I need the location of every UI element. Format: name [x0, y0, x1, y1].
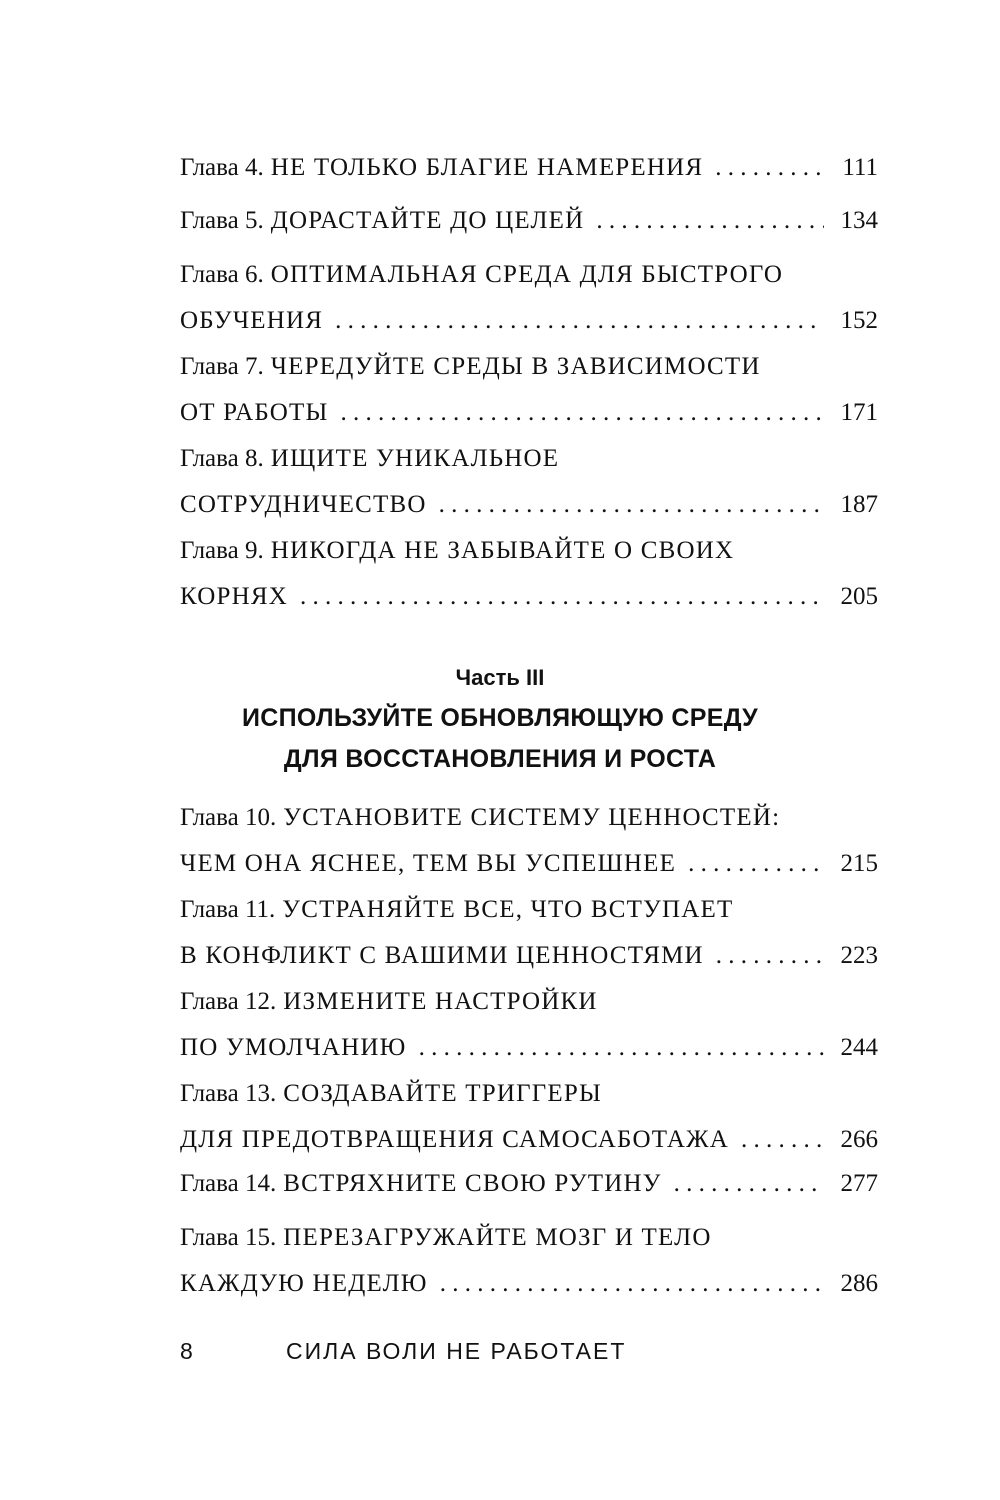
toc-entry-chapter-4 — [180, 145, 878, 191]
dot-leader — [340, 390, 824, 436]
toc-entry-chapter-14 — [180, 1161, 878, 1207]
toc-line — [180, 1071, 878, 1117]
chapter-number: Глава 10. — [180, 804, 277, 831]
page-number: 111 — [842, 154, 878, 181]
toc-line — [180, 933, 878, 979]
page-number: 215 — [840, 850, 878, 877]
chapter-title: СОЗДАВАЙТЕ ТРИГГЕРЫ — [283, 1080, 602, 1107]
footer-book-title: СИЛА ВОЛИ НЕ РАБОТАЕТ — [286, 1338, 627, 1364]
chapter-number: Глава 4. — [180, 154, 264, 181]
part-title-line-2: ДЛЯ ВОССТАНОВЛЕНИЯ И РОСТА — [283, 745, 717, 773]
chapter-title: ЧЕРЕДУЙТЕ СРЕДЫ В ЗАВИСИМОСТИ — [270, 353, 761, 380]
page-number: 205 — [840, 583, 878, 610]
page-number: 277 — [840, 1170, 878, 1197]
part-label: Часть III — [455, 665, 545, 690]
chapter-number: Глава 11. — [180, 896, 276, 923]
toc-line — [180, 1161, 878, 1207]
toc-line — [180, 1215, 878, 1261]
dot-leader — [419, 1025, 824, 1071]
toc-entry-chapter-12 — [180, 979, 878, 1071]
toc-line — [180, 298, 878, 344]
toc-line — [180, 574, 878, 620]
chapter-title-continued: В КОНФЛИКТ С ВАШИМИ ЦЕННОСТЯМИ — [180, 942, 704, 969]
page-number: 171 — [840, 399, 878, 426]
chapter-number: Глава 9. — [180, 537, 264, 564]
chapter-title-continued: ЧЕМ ОНА ЯСНЕЕ, ТЕМ ВЫ УСПЕШНЕЕ — [180, 850, 677, 877]
chapter-title: ИЩИТЕ УНИКАЛЬНОЕ — [270, 445, 560, 472]
toc-line — [180, 390, 878, 436]
chapter-number: Глава 6. — [180, 261, 264, 288]
toc-entry-chapter-5 — [180, 198, 878, 244]
page-number: 223 — [840, 942, 878, 969]
dot-leader — [300, 574, 824, 620]
chapter-title-continued: ОБУЧЕНИЯ — [180, 307, 324, 334]
toc-line — [180, 528, 878, 574]
chapter-title: ДОРАСТАЙТЕ ДО ЦЕЛЕЙ — [270, 207, 585, 234]
toc-entry-chapter-13 — [180, 1071, 878, 1163]
toc-entry-chapter-9 — [180, 528, 878, 620]
toc-line — [180, 1025, 878, 1071]
toc-line — [180, 1261, 878, 1307]
chapter-number: Глава 5. — [180, 207, 264, 234]
footer-page-number: 8 — [180, 1338, 195, 1364]
part-title-line-1: ИСПОЛЬЗУЙТЕ ОБНОВЛЯЮЩУЮ СРЕДУ — [242, 704, 758, 732]
chapter-title: НИКОГДА НЕ ЗАБЫВАЙТЕ О СВОИХ — [270, 537, 735, 564]
page-footer — [180, 1336, 626, 1366]
dot-leader — [596, 198, 824, 244]
toc-line — [180, 1117, 878, 1163]
page-number: 266 — [840, 1126, 878, 1153]
toc-entry-chapter-15 — [180, 1215, 878, 1307]
dot-leader — [688, 841, 824, 887]
chapter-title: УСТРАНЯЙТЕ ВСЕ, ЧТО ВСТУПАЕТ — [282, 896, 734, 923]
chapter-number: Глава 14. — [180, 1170, 277, 1197]
page-number: 134 — [840, 207, 878, 234]
toc-line — [180, 887, 878, 933]
page-number: 286 — [840, 1270, 878, 1297]
toc-line — [180, 841, 878, 887]
chapter-number: Глава 7. — [180, 353, 264, 380]
toc-line — [180, 482, 878, 528]
toc-line — [180, 344, 878, 390]
dot-leader — [674, 1161, 824, 1207]
toc-line — [180, 795, 878, 841]
chapter-title-continued: ОТ РАБОТЫ — [180, 399, 329, 426]
dot-leader — [741, 1117, 824, 1163]
toc-entry-chapter-11 — [180, 887, 878, 979]
dot-leader — [439, 482, 824, 528]
toc-line — [180, 252, 878, 298]
toc-entry-chapter-6 — [180, 252, 878, 344]
chapter-number: Глава 13. — [180, 1080, 277, 1107]
page-number: 152 — [840, 307, 878, 334]
chapter-title-continued: СОТРУДНИЧЕСТВО — [180, 491, 427, 518]
chapter-title: ПЕРЕЗАГРУЖАЙТЕ МОЗГ И ТЕЛО — [283, 1224, 712, 1251]
toc-entry-chapter-7 — [180, 344, 878, 436]
chapter-number: Глава 12. — [180, 988, 277, 1015]
chapter-title: ВСТРЯХНИТЕ СВОЮ РУТИНУ — [283, 1170, 662, 1197]
chapter-title: ИЗМЕНИТЕ НАСТРОЙКИ — [283, 988, 598, 1015]
part-title — [0, 698, 1000, 780]
chapter-title-continued: КОРНЯХ — [180, 583, 288, 610]
dot-leader — [715, 145, 824, 191]
dot-leader — [335, 298, 824, 344]
chapter-title: ОПТИМАЛЬНАЯ СРЕДА ДЛЯ БЫСТРОГО — [270, 261, 784, 288]
chapter-title: УСТАНОВИТЕ СИСТЕМУ ЦЕННОСТЕЙ: — [283, 804, 781, 831]
chapter-title-continued: ПО УМОЛЧАНИЮ — [180, 1034, 407, 1061]
chapter-title-continued: КАЖДУЮ НЕДЕЛЮ — [180, 1270, 428, 1297]
chapter-number: Глава 15. — [180, 1224, 277, 1251]
toc-entry-chapter-10 — [180, 795, 878, 887]
dot-leader — [716, 933, 824, 979]
page-number: 187 — [840, 491, 878, 518]
toc-line — [180, 145, 878, 191]
toc-entry-chapter-8 — [180, 436, 878, 528]
page-number: 244 — [840, 1034, 878, 1061]
chapter-title-continued: ДЛЯ ПРЕДОТВРАЩЕНИЯ САМОСАБОТАЖА — [180, 1126, 730, 1153]
chapter-title: НЕ ТОЛЬКО БЛАГИЕ НАМЕРЕНИЯ — [270, 154, 704, 181]
dot-leader — [440, 1261, 824, 1307]
chapter-number: Глава 8. — [180, 445, 264, 472]
toc-line — [180, 979, 878, 1025]
toc-line — [180, 436, 878, 482]
toc-line — [180, 198, 878, 244]
